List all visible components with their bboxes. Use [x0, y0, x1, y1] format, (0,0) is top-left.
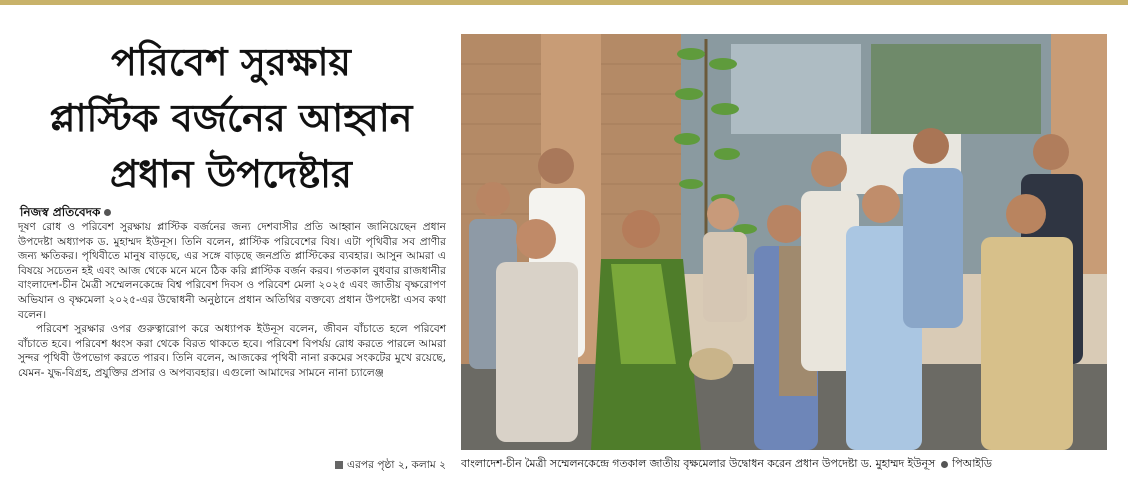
headline-line-1: পরিবেশ সুরক্ষায় [111, 39, 351, 84]
article-body [18, 220, 446, 381]
headline [16, 34, 446, 202]
headline-line-2: প্লাস্টিক বর্জনের আহ্বান [49, 95, 413, 140]
top-accent-bar [0, 0, 1128, 5]
photo-illustration [461, 34, 1107, 450]
square-bullet-icon [335, 461, 343, 469]
news-photo [461, 34, 1107, 450]
window-right-trees [871, 44, 1041, 134]
bullet-icon [941, 461, 948, 468]
caption-text: বাংলাদেশ-চীন মৈত্রী সম্মেলনকেন্দ্রে গতকাল জাতীয় বৃক্ষমেলার উদ্বোধন করেন প্রধান উপদেষ্টা ড. মুহাম্মদ ইউনূস [461, 457, 936, 470]
photo-caption [461, 455, 1107, 474]
continued-link[interactable] [335, 458, 446, 475]
continued-text: এরপর পৃষ্ঠা ২, কলাম ২ [347, 459, 446, 471]
bullet-icon [104, 209, 111, 216]
photo-credit: পিআইডি [952, 457, 992, 470]
article-paragraph-1: দূষণ রোধ ও পরিবেশ সুরক্ষায় প্লাস্টিক বর্জনের জন্য দেশবাসীর প্রতি আহ্বান জানিয়েছেন প্রধান উপদেষ্টা অধ্যাপক ড. মুহাম্মদ ইউনূস। তিনি বলেন, প্লাস্টিক পরিবেশের বিষ। এটা পৃথিবীর সব প্রাণীর জন্য ক্ষতিকর। পৃথিবীতে মানুষ বাড়ছে, এর সঙ্গে বাড়ছে জনপ্রতি প্লাস্টিকের ব্যবহার। আসুন আমরা এ বিষয়ে সচেতন হই এবং আজ থেকে মনে মনে ঠিক করি প্লাস্টিক বর্জন করব। গতকাল বুধবার রাজধানীর বাংলাদেশ-চীন মৈত্রী সম্মেলনকেন্দ্রে বিশ্ব পরিবেশ দিবস ও পরিবেশ মেলা ২০২৫ এবং জাতীয় বৃক্ষরোপণ অভিযান ও বৃক্ষমেলা ২০২৫-এর উদ্বোধনী অনুষ্ঠানে প্রধান অতিথির বক্তব্যে প্রধান উপদেষ্টা এসব কথা বলেন। [18, 221, 446, 321]
byline-text: নিজস্ব প্রতিবেদক [20, 205, 101, 219]
headline-line-3: প্রধান উপদেষ্টার [110, 151, 352, 196]
article-paragraph-2: পরিবেশ সুরক্ষার ওপর গুরুত্বারোপ করে অধ্যাপক ইউনূস বলেন, জীবন বাঁচাতে হলে পরিবেশ বাঁচাতে হবে। পরিবেশ ধ্বংস করা থেকে বিরত থাকতে হবে। পরিবেশ বিপর্যয় রোধ করতে পারলে আমরা সুন্দর পৃথিবী উপভোগ করতে পারব। তিনি বলেন, আজকের পৃথিবী নানা রকমের সংকটের মুখে রয়েছে, যেমন- যুদ্ধ-বিগ্রহ, প্রযুক্তির প্রসার ও অপব্যবহার। এগুলো আমাদের সামনে নানা চ্যালেঞ্জ [18, 323, 446, 379]
window-left [731, 44, 861, 134]
